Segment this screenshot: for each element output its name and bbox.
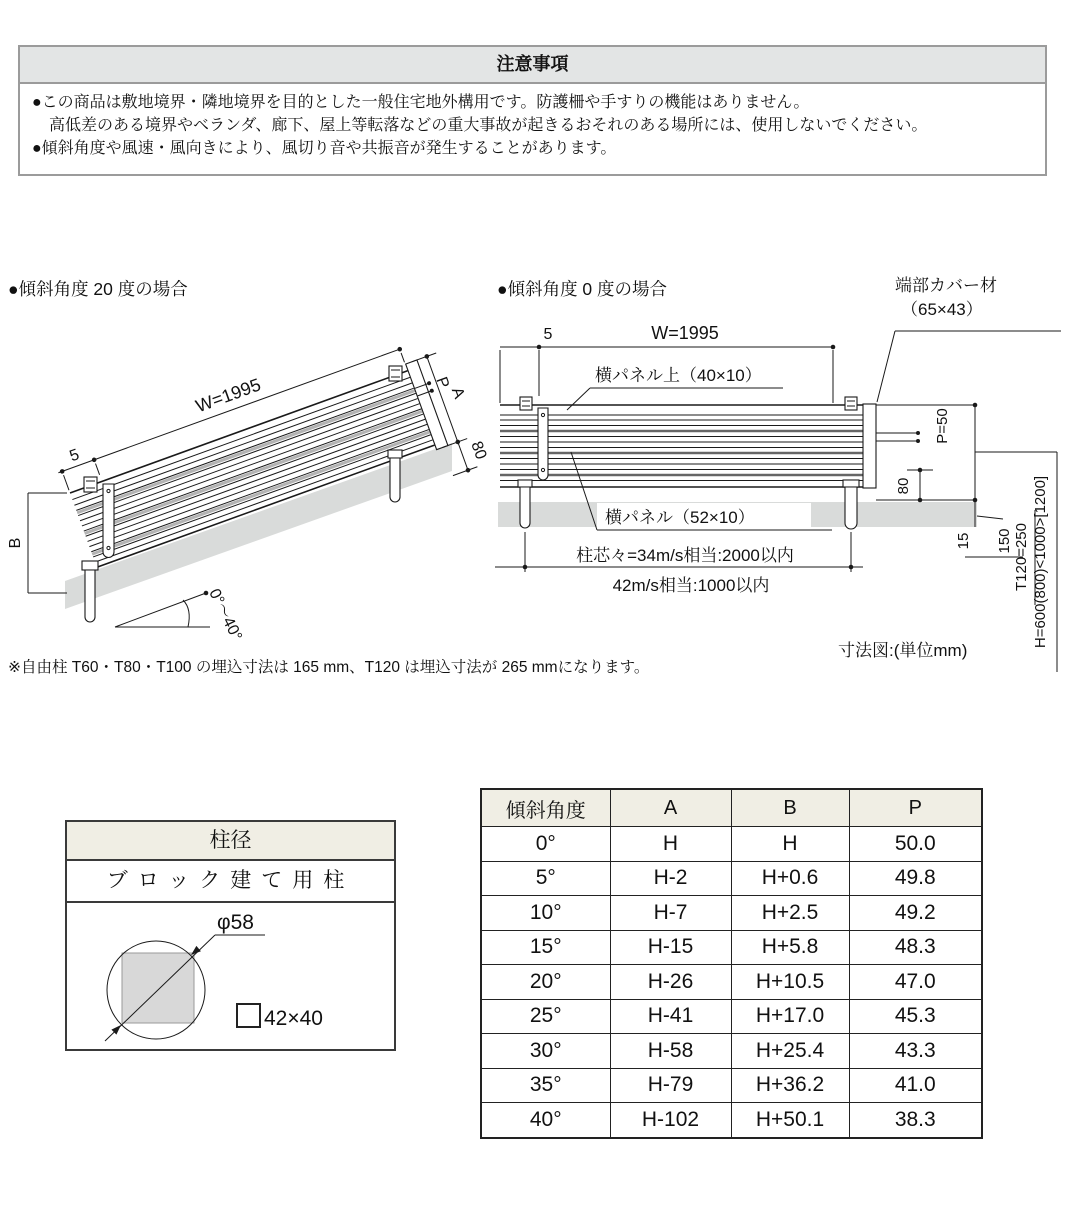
table-header: P bbox=[849, 789, 982, 827]
span-label-2: 42m/s相当:1000以内 bbox=[612, 576, 770, 595]
embedded-post-right bbox=[390, 458, 400, 502]
unit-note: 寸法図:(単位mm) bbox=[838, 641, 968, 660]
post-box-title: 柱径 bbox=[67, 822, 394, 861]
table-row bbox=[481, 930, 982, 965]
top-panel-label: 横パネル上（40×10） bbox=[595, 366, 762, 385]
embedded-post-left bbox=[85, 570, 95, 622]
notice-line: ●この商品は敷地境界・隣地境界を目的とした一般住宅地外構用です。防護柵や手すりの機能はありません。 bbox=[32, 94, 810, 111]
h-formula-label: H=600(800)<1000>[1200] bbox=[1032, 475, 1049, 649]
dim-15-label: 15 bbox=[955, 532, 972, 550]
table-cell: 38.3 bbox=[849, 1103, 982, 1138]
pitch-label: P=50 bbox=[934, 408, 951, 444]
right-diagram-title: ●傾斜角度 0 度の場合 bbox=[497, 279, 668, 299]
bracket-icon bbox=[84, 477, 97, 492]
table-cell: 15° bbox=[481, 930, 610, 965]
size-label: 42×40 bbox=[264, 1007, 323, 1030]
table-cell: H-15 bbox=[610, 930, 731, 965]
diameter-label: φ58 bbox=[217, 911, 254, 934]
span-label-1: 柱芯々=34m/s相当:2000以内 bbox=[576, 546, 794, 565]
table-cell: H bbox=[610, 827, 731, 862]
embedded-post-left bbox=[520, 487, 530, 528]
table-cell: 25° bbox=[481, 999, 610, 1034]
end-cover-label-line1: 端部カバー材 bbox=[895, 276, 997, 295]
dim-80-label-20: 80 bbox=[467, 439, 490, 462]
end-cover-label-line2: （65×43） bbox=[901, 300, 983, 319]
table-cell: H-58 bbox=[610, 1034, 731, 1069]
table-row bbox=[481, 965, 982, 1000]
table-row bbox=[481, 999, 982, 1034]
left-diagram-title: ●傾斜角度 20 度の場合 bbox=[8, 279, 188, 299]
t120-label: T120=250 bbox=[1013, 523, 1030, 591]
table-cell: 49.8 bbox=[849, 861, 982, 896]
end-cover-leader bbox=[877, 331, 1061, 402]
panel-label: 横パネル（52×10） bbox=[605, 508, 755, 527]
table-cell: H+10.5 bbox=[731, 965, 849, 1000]
table-cell: 47.0 bbox=[849, 965, 982, 1000]
table-cell: H-102 bbox=[610, 1103, 731, 1138]
right-dimensions bbox=[876, 403, 1057, 672]
table-cell: H+36.2 bbox=[731, 1068, 849, 1103]
table-cell: 0° bbox=[481, 827, 610, 862]
table-header: B bbox=[731, 789, 849, 827]
angle-indicator bbox=[115, 586, 245, 643]
offset-5-label-20: 5 bbox=[67, 446, 82, 466]
table-cell: H+0.6 bbox=[731, 861, 849, 896]
p-dim-label: P bbox=[432, 374, 452, 391]
dim-80-label-0: 80 bbox=[895, 477, 912, 495]
bracket-icon bbox=[845, 397, 857, 410]
table-cell: 43.3 bbox=[849, 1034, 982, 1069]
table-cell: 5° bbox=[481, 861, 610, 896]
table-row bbox=[481, 896, 982, 931]
table-cell: 10° bbox=[481, 896, 610, 931]
post-diameter-box bbox=[65, 820, 396, 1051]
square-symbol-icon bbox=[237, 1004, 260, 1027]
post-square bbox=[122, 953, 194, 1023]
table-row bbox=[481, 861, 982, 896]
table-cell: H-7 bbox=[610, 896, 731, 931]
width-label-20: W=1995 bbox=[193, 374, 264, 417]
top-dimension bbox=[500, 323, 835, 403]
table-cell: H+25.4 bbox=[731, 1034, 849, 1069]
table-row bbox=[481, 1034, 982, 1069]
post-diameter-drawing bbox=[67, 903, 394, 1044]
table-cell: 41.0 bbox=[849, 1068, 982, 1103]
post-cap bbox=[843, 480, 859, 487]
fence-0deg-diagram bbox=[495, 300, 1065, 700]
table-cell: 35° bbox=[481, 1068, 610, 1103]
table-cell: H+50.1 bbox=[731, 1103, 849, 1138]
table-header: 傾斜角度 bbox=[481, 789, 610, 827]
table-cell: H-41 bbox=[610, 999, 731, 1034]
embedded-post-right bbox=[845, 487, 857, 529]
table-cell: 49.2 bbox=[849, 896, 982, 931]
fence-panels-0 bbox=[500, 405, 863, 487]
post-box-subtitle: ブロック建て用柱 bbox=[67, 861, 394, 903]
notice-box bbox=[18, 45, 1047, 176]
dim-150-label: 150 bbox=[996, 528, 1013, 554]
table-cell: 48.3 bbox=[849, 930, 982, 965]
b-dim-label: B bbox=[7, 537, 24, 549]
table-cell: 20° bbox=[481, 965, 610, 1000]
fence-20deg-diagram bbox=[0, 300, 490, 655]
post-cap bbox=[82, 561, 98, 570]
table-cell: H-2 bbox=[610, 861, 731, 896]
table-header-row bbox=[481, 789, 982, 827]
table-cell: 40° bbox=[481, 1103, 610, 1138]
offset-5-label-0: 5 bbox=[543, 326, 553, 343]
bracket-icon bbox=[520, 397, 532, 410]
span-dimensions bbox=[495, 532, 863, 595]
table-cell: H+17.0 bbox=[731, 999, 849, 1034]
angle-dimension-table bbox=[480, 788, 983, 1139]
notice-body bbox=[20, 84, 1045, 160]
table-cell: H-79 bbox=[610, 1068, 731, 1103]
a-dim-label: A bbox=[447, 385, 468, 402]
table-row bbox=[481, 1103, 982, 1138]
table-row bbox=[481, 1068, 982, 1103]
table-cell: 50.0 bbox=[849, 827, 982, 862]
post-cap bbox=[388, 450, 402, 458]
table-row bbox=[481, 827, 982, 862]
angle-range-label: 0°～40° bbox=[205, 586, 245, 644]
table-header: A bbox=[610, 789, 731, 827]
table-cell: H+5.8 bbox=[731, 930, 849, 965]
footnote: ※自由柱 T60・T80・T100 の埋込寸法は 165 mm、T120 は埋込寸法が 265 mmになります。 bbox=[8, 659, 650, 676]
post-cap bbox=[518, 480, 532, 487]
bracket-icon bbox=[389, 366, 402, 381]
notice-title: 注意事項 bbox=[20, 47, 1045, 84]
end-cover-0 bbox=[863, 404, 876, 488]
hanging-plate bbox=[538, 408, 548, 480]
width-label-0: W=1995 bbox=[651, 323, 719, 343]
table-cell: 45.3 bbox=[849, 999, 982, 1034]
table-cell: H+2.5 bbox=[731, 896, 849, 931]
notice-line: 高低差のある境界やベランダ、廊下、屋上等転落などの重大事故が起きるおそれのある場所には、使用しないでください。 bbox=[49, 117, 928, 134]
table-cell: H bbox=[731, 827, 849, 862]
table-cell: 30° bbox=[481, 1034, 610, 1069]
notice-line: ●傾斜角度や風速・風向きにより、風切り音や共振音が発生することがあります。 bbox=[32, 140, 617, 157]
table-cell: H-26 bbox=[610, 965, 731, 1000]
